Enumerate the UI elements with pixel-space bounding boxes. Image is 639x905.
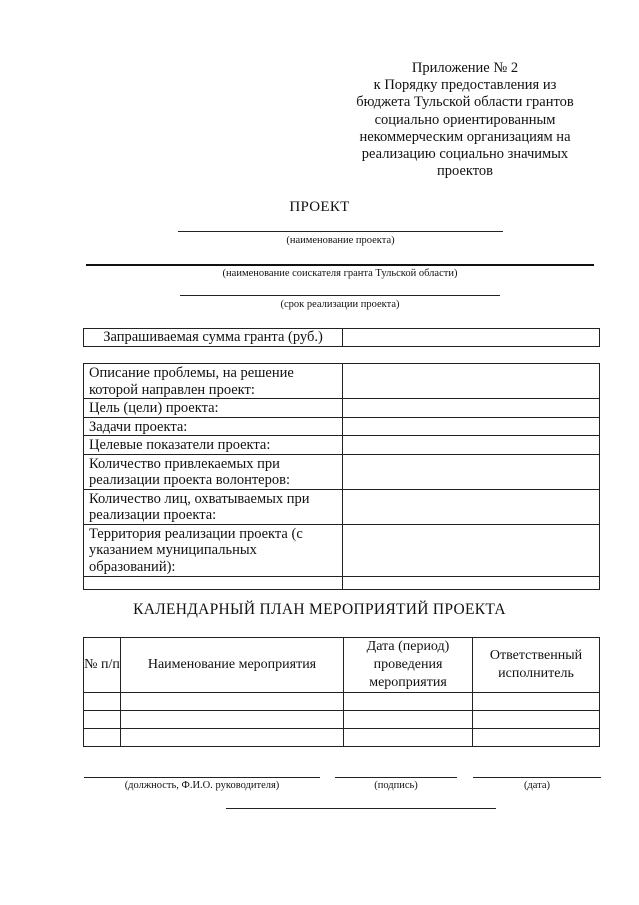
plan-cell[interactable] bbox=[473, 729, 600, 747]
info-value-goal[interactable] bbox=[343, 399, 600, 418]
appendix-line: Приложение № 2 bbox=[411, 60, 519, 76]
project-info-table bbox=[83, 363, 600, 590]
appendix-header bbox=[330, 60, 600, 180]
appendix-line: к Порядку предоставления из bbox=[373, 77, 557, 94]
date-caption: (дата) bbox=[523, 780, 551, 791]
info-label-territory: Территория реализации проекта (с указанием муниципальных образований): bbox=[84, 524, 343, 576]
info-value-people-covered[interactable] bbox=[343, 489, 600, 524]
info-value-volunteers[interactable] bbox=[343, 454, 600, 489]
position-caption: (должность, Ф.И.О. руководителя) bbox=[124, 780, 280, 791]
plan-cell[interactable] bbox=[344, 729, 473, 747]
table-row bbox=[84, 693, 600, 711]
plan-cell[interactable] bbox=[473, 693, 600, 711]
info-label-empty bbox=[84, 576, 343, 589]
info-value-territory[interactable] bbox=[343, 524, 600, 576]
plan-cell[interactable] bbox=[84, 729, 121, 747]
extra-line[interactable] bbox=[226, 808, 496, 809]
plan-header-event-name: Наименование мероприятия bbox=[121, 638, 344, 693]
calendar-plan-table bbox=[83, 637, 600, 747]
date-line[interactable] bbox=[473, 777, 601, 778]
term-line[interactable] bbox=[180, 295, 500, 296]
appendix-line: социально ориентированным bbox=[374, 111, 556, 128]
table-row bbox=[84, 711, 600, 729]
info-label-problem: Описание проблемы, на решение которой направлен проект: bbox=[84, 364, 343, 399]
info-value-empty[interactable] bbox=[343, 576, 600, 589]
signature-caption: (подпись) bbox=[374, 780, 418, 791]
plan-cell[interactable] bbox=[121, 729, 344, 747]
plan-cell[interactable] bbox=[84, 711, 121, 729]
plan-cell[interactable] bbox=[121, 693, 344, 711]
info-label-people-covered: Количество лиц, охватываемых при реализации проекта: bbox=[84, 489, 343, 524]
calendar-plan-title: КАЛЕНДАРНЫЙ ПЛАН МЕРОПРИЯТИЙ ПРОЕКТА bbox=[133, 601, 506, 618]
plan-cell[interactable] bbox=[344, 711, 473, 729]
plan-header-date: Дата (период) проведения мероприятия bbox=[344, 638, 473, 693]
grant-sum-value[interactable] bbox=[343, 329, 600, 347]
table-row bbox=[84, 729, 600, 747]
appendix-line: реализацию социально значимых bbox=[361, 146, 569, 163]
plan-cell[interactable] bbox=[473, 711, 600, 729]
term-caption: (срок реализации проекта) bbox=[280, 299, 400, 310]
info-label-volunteers: Количество привлекаемых при реализации проекта волонтеров: bbox=[84, 454, 343, 489]
info-label-tasks: Задачи проекта: bbox=[84, 417, 343, 436]
position-line[interactable] bbox=[84, 777, 320, 778]
plan-cell[interactable] bbox=[84, 693, 121, 711]
grant-sum-table bbox=[83, 328, 600, 347]
appendix-line: бюджета Тульской области грантов bbox=[356, 94, 574, 111]
project-name-line[interactable] bbox=[178, 231, 503, 232]
grant-sum-label: Запрашиваемая сумма гранта (руб.) bbox=[84, 329, 343, 347]
plan-cell[interactable] bbox=[344, 693, 473, 711]
plan-header-number: № п/п bbox=[84, 638, 121, 693]
info-value-indicators[interactable] bbox=[343, 436, 600, 455]
applicant-line[interactable] bbox=[86, 264, 594, 266]
info-value-problem[interactable] bbox=[343, 364, 600, 399]
signature-line[interactable] bbox=[335, 777, 457, 778]
project-name-caption: (наименование проекта) bbox=[286, 235, 395, 246]
appendix-line: некоммерческим организациям на bbox=[359, 128, 571, 145]
applicant-caption: (наименование соискателя гранта Тульской области) bbox=[222, 268, 458, 279]
project-title: ПРОЕКТ bbox=[289, 199, 350, 215]
info-value-tasks[interactable] bbox=[343, 417, 600, 436]
appendix-line: проектов bbox=[437, 163, 493, 180]
info-label-indicators: Целевые показатели проекта: bbox=[84, 436, 343, 455]
info-label-goal: Цель (цели) проекта: bbox=[84, 399, 343, 418]
plan-cell[interactable] bbox=[121, 711, 344, 729]
plan-header-responsible: Ответственный исполнитель bbox=[473, 638, 600, 693]
